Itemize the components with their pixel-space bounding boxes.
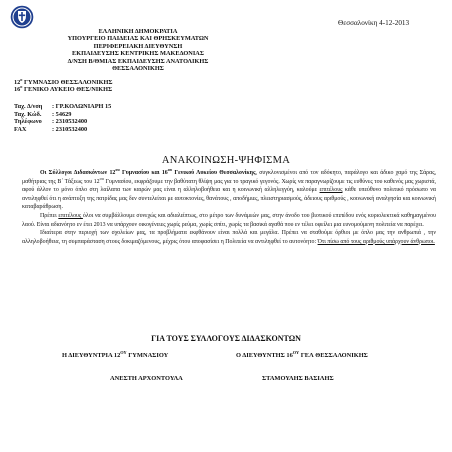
- signature-role-right: Ο ΔΙΕΥΘΥΝΤΗΣ $16^{O\Upsilon}$ ΓΕΛ ΘΕΣΣΑΛΟΝΙΚΗΣ: [236, 349, 368, 359]
- header-line: ΥΠΟΥΡΓΕΙΟ ΠΑΙΔΕΙΑΣ ΚΑΙ ΘΡΗΣΚΕΥΜΑΤΩΝ: [67, 35, 209, 43]
- signature-name-right: ΣΤΑΜΟΥΛΗΣ ΒΑΣΙΛΗΣ: [262, 375, 334, 382]
- paragraph-2: Πρέπει επιτέλους όλοι να συμβάλλουμε συνεχώς και αδιαλείπτως, στο μέτρο των δυνάμεών μας, στην άνοδο του βιοτικού επιπέδου ενός κυριολεκτικά καθημαγμένου λαού. Είναι αδιανόητο εν έτει 2013 να υπάρχουν οικογένειες χωρίς ρεύμα, χωρίς σπίτι, χωρίς τα βασικά αγαθά που εν τέλει οφείλει μια ευνομούμενη πολιτεία να παρέχει.: [22, 212, 436, 228]
- header-line: ΘΕΣΣΑΛΟΝΙΚΗΣ: [112, 65, 164, 73]
- ministry-header: [38, 28, 238, 72]
- document-date: Θεσσαλονίκη 4-12-2013: [338, 19, 410, 27]
- signature-name-left: ΑΝΕΣΤΗ ΑΡΧΟΝΤΟΥΛΑ: [110, 375, 183, 382]
- signature-role-left: Η ΔΙΕΥΘΥΝΤΡΙΑ $12^{O\Upsilon}$ ΓΥΜΝΑΣΙΟΥ: [62, 349, 169, 359]
- signatures-title: ΓΙΑ ΤΟΥΣ ΣΥΛΛΟΓΟΥΣ ΔΙΔΑΣΚΟΝΤΩΝ: [151, 334, 301, 343]
- header-line: ΠΕΡΙΦΕΡΕΙΑΚΗ ΔΙΕΥΘΥΝΣΗ: [93, 42, 183, 50]
- contact-postcode: Ταχ. Κώδ. : 54629: [14, 110, 72, 118]
- header-line: ΕΛΛΗΝΙΚΗ ΔΗΜΟΚΡΑΤΙΑ: [98, 28, 178, 35]
- header-line: ΕΚΠΑΙΔΕΥΣΗΣ ΚΕΝΤΡΙΚΗΣ ΜΑΚΕΔΟΝΙΑΣ: [72, 50, 204, 58]
- hellenic-republic-emblem-icon: [10, 5, 34, 29]
- contact-fax: FAX : 2310532400: [14, 125, 88, 133]
- header-line: Δ/ΝΣΗ Β/ΘΜΙΑΣ ΕΚΠΑΙΔΕΥΣΗΣ ΑΝΑΤΟΛΙΚΗΣ: [67, 57, 209, 65]
- contact-address: Ταχ. Δ/νση : ΓΡ.ΚΟΛΩΝΙΑΡΗ 15: [14, 103, 112, 110]
- paragraph-3: Ιδιαίτερα στην περιοχή των σχολείων μας, τα προβλήματα εκφθάνουν είναι πολλά και μεγάλα. Πρέπει να σταθούμε όρθιοι με όπλο μας την ανθρωπιά , την αλληλοβοήθεια, τη συμπαράσταση στους δοκιμαζόμενους, μέχρις ότου αποφασίσει η Πολιτεία να αντιληφθεί το αυτονόητο: Ότι πίσω από τους αριθμούς υπάρχουν άνθρωποι.: [22, 230, 436, 245]
- school-line-lykeio: $16^o$ ΓΕΝΙΚΟ ΛΥΚΕΙΟ ΘΕΣ/ΝΙΚΗΣ: [14, 84, 113, 94]
- contact-details: [14, 103, 111, 133]
- contact-phone: Τηλέφωνο : 2310532400: [14, 118, 88, 125]
- paragraph-1: Οι Σύλλογοι Διδασκόντων $12^{o\upsilon}$ Γυμνασίου και $16^{o\upsilon}$ Γενικού Λυκείου Θεσσαλονίκης, συγκλονισμένοι από τον αδόκητο, παράλογο και άδικο χαμό της Σάρας, μαθήτριας της Β΄ Τάξεως του $12^{o\upsilon}$ Γυμνασίου, εκφράζουμε την βαθύτατη θλίψη μας για το τραγικό γεγονός. Χωρίς να παραγνωρίζουμε τις ευθύνες του καθενός μας χωριστά, αφού άλλον το μόνο όπλο στη λαίλαπα των καιρών μας είναι η αλληλοβοήθεια και η κοινωνική αλληλεγγύη, καλούμε επιτέλους κάθε υπεύθυνο πολιτικό πρόσωπο να αντιληφθεί ότι η ανάπτυξη της πατρίδας μας δεν συντελείται με αυτοκτονίες, θανάτους , αποδήμιες, πλειστηριασμούς, άδειους αριθμούς , κοινωνική αναλγησία και κοινωνική καταβαράθρωση.: [22, 167, 437, 211]
- document-title: ΑΝΑΚΟΙΝΩΣΗ-ΨΗΦΙΣΜΑ: [161, 155, 291, 166]
- school-line-gymnasio: $12^o$ ΓΥΜΝΑΣΙΟ ΘΕΣΣΑΛΟΝΙΚΗΣ: [14, 76, 113, 86]
- document-body: [22, 169, 436, 246]
- school-names: [14, 76, 113, 94]
